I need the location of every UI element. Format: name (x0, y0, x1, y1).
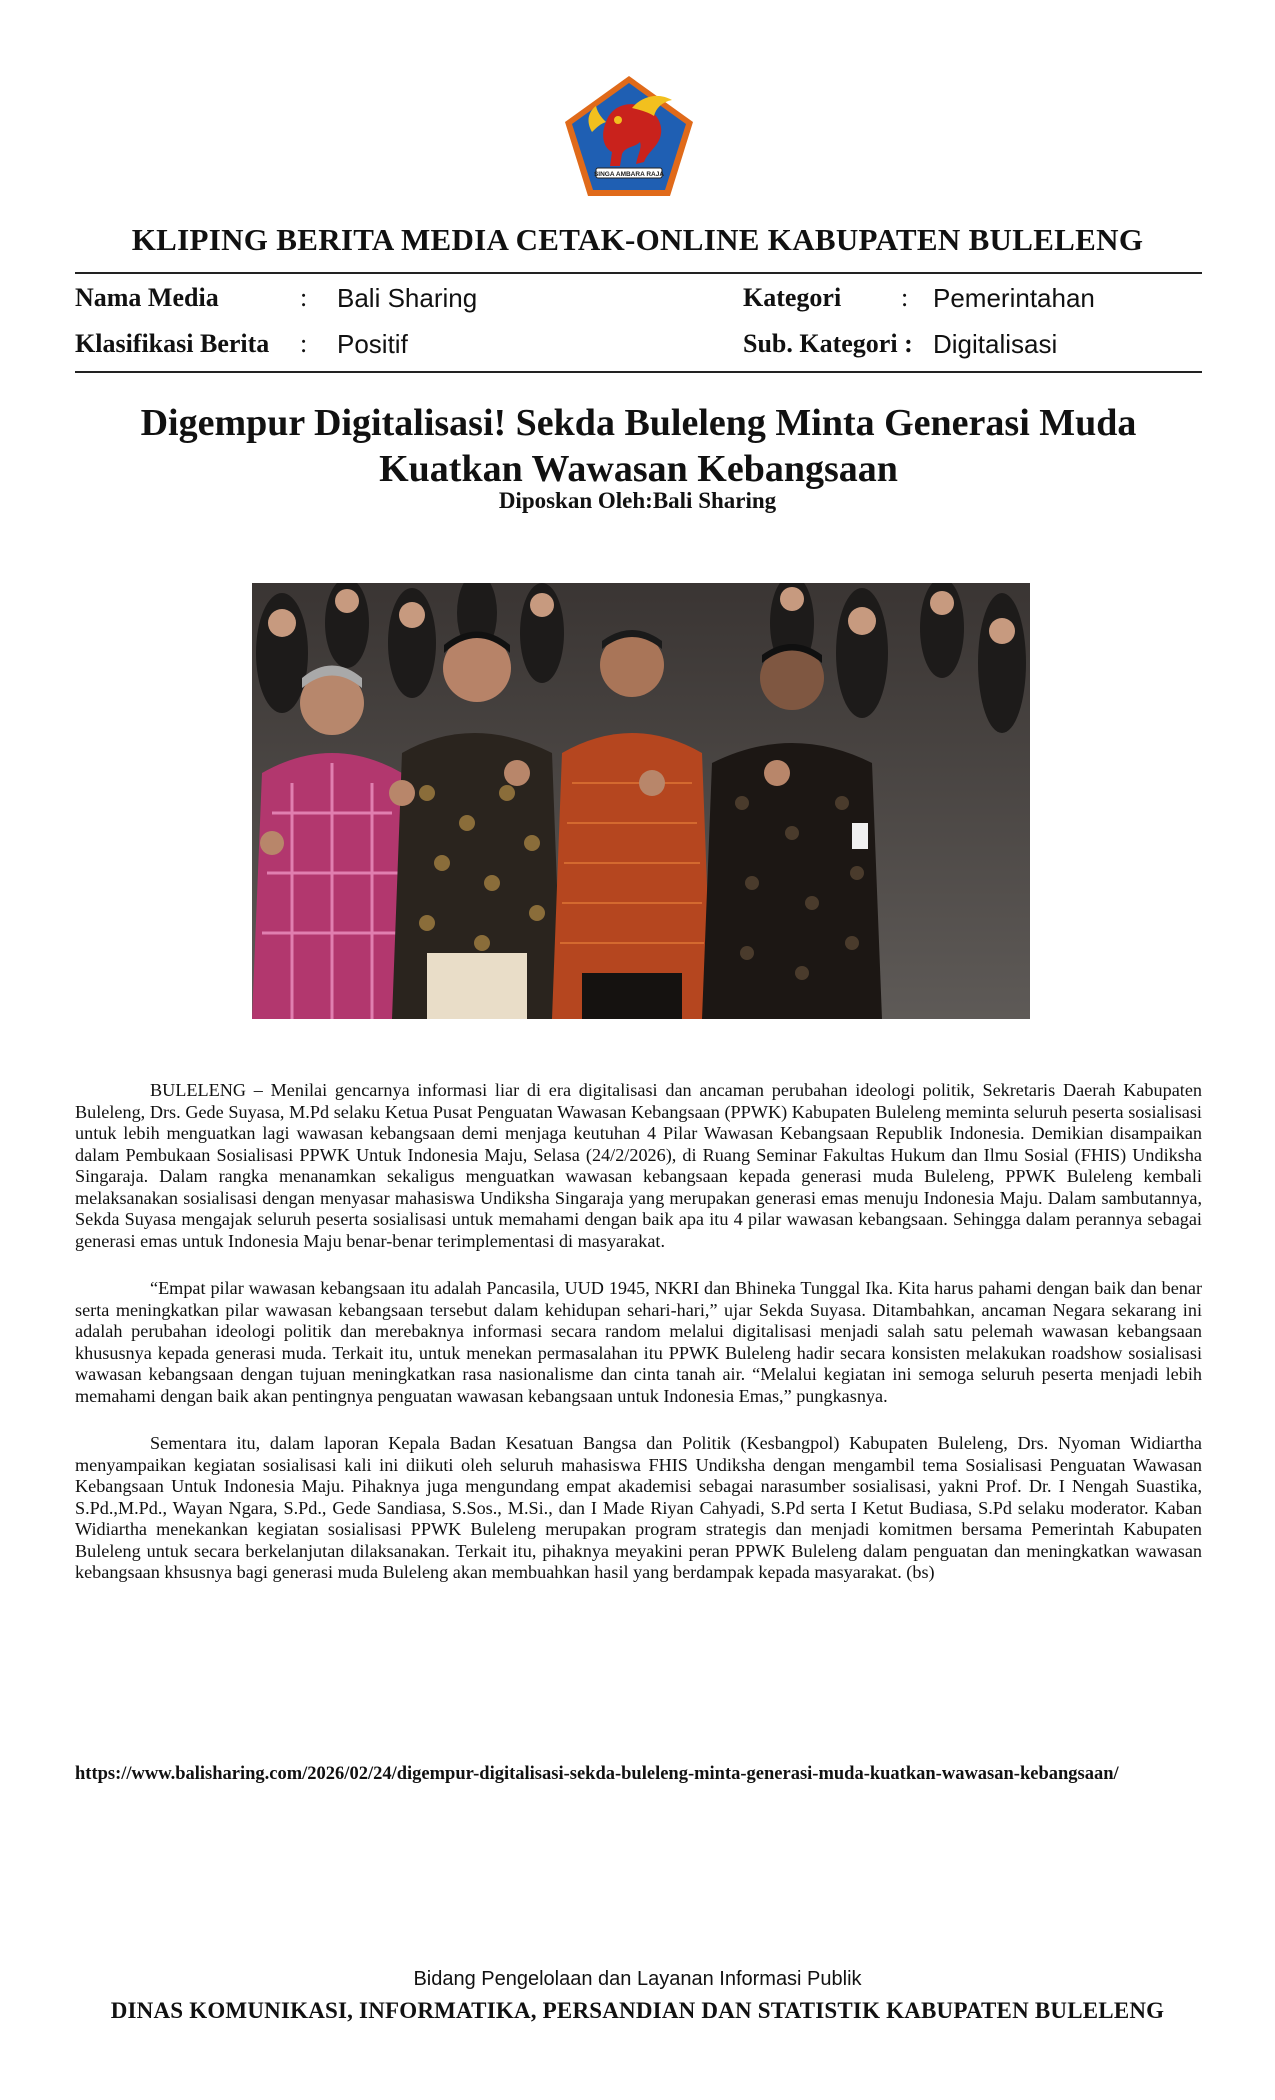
article-paragraph: BULELENG – Menilai gencarnya informasi liar di era digitalisasi dan ancaman perubahan ideologi politik, Sekretaris Daerah Kabupaten Buleleng, Drs. Gede Suyasa, M.Pd selaku Ketua Pusat Penguatan Wawasan Kebangsaan (PPWK) Kabupaten Buleleng meminta seluruh peserta sosialisasi untuk lebih menguatkan lagi wawasan kebangsaan demi menjaga keutuhan 4 Pilar Wawasan Kebangsaan Republik Indonesia. Demikian disampaikan dalam Pembukaan Sosialisasi PPWK Untuk Indonesia Maju, Selasa (24/2/2026), di Ruang Seminar Fakultas Hukum dan Ilmu Sosial (FHIS) Undiksha Singaraja. Dalam rangka menanamkan sekaligus menguatkan wawasan kebangsaan kepada generasi muda Buleleng, PPWK Buleleng kembali melaksanakan sosialisasi dengan menyasar mahasiswa Undiksha Singaraja yang merupakan generasi emas menuju Indonesia Maju. Dalam sambutannya, Sekda Suyasa mengajak seluruh peserta sosialisasi untuk memahami dengan baik apa itu 4 pilar wawasan kebangsaan. Sehingga dalam perannya sebagai generasi emas untuk Indonesia Maju benar-benar terimplementasi di masyarakat. (75, 1080, 1202, 1251)
article-photo (252, 583, 1030, 1019)
article-title: Digempur Digitalisasi! Sekda Buleleng Minta Generasi Muda Kuatkan Wawasan Kebangsaan (140, 402, 1137, 490)
article-body (75, 1080, 1202, 1610)
sub-kategori-label: Sub. Kategori : (743, 329, 913, 358)
winged-lion-emblem-icon (562, 74, 696, 200)
article-paragraph: “Empat pilar wawasan kebangsaan itu adalah Pancasila, UUD 1945, NKRI dan Bhineka Tunggal Ika. Kita harus pahami dengan baik dan benar serta meningkatkan pilar wawasan kebangsaan tersebut dalam kehidupan sehari-hari,” ujar Sekda Suyasa. Ditambahkan, ancaman Negara sekarang ini adalah perubahan ideologi politik dan merebaknya informasi secara random melalui digitalisasi menjadi salah satu pelemah wawasan kebangsaan khususnya kepada generasi muda. Terkait itu, untuk menekan permasalahan itu PPWK Buleleng hadir secara konsisten melakukan roadshow sosialisasi wawasan kebangsaan dengan tujuan meningkatkan rasa nasionalisme dan cinta tanah air. “Melalui kegiatan ini semoga seluruh peserta menjadi lebih memahami dengan baik akan pentingnya penguatan wawasan kebangsaan untuk Indonesia Emas,” pungkasnya. (75, 1278, 1202, 1406)
article-byline: Diposkan Oleh:Bali Sharing (498, 488, 777, 513)
buleleng-emblem-logo (562, 74, 696, 200)
media-colon: : (300, 283, 308, 312)
footer-unit-name: Bidang Pengelolaan dan Layanan Informasi Publik (413, 1968, 862, 1990)
kategori-value: Pemerintahan (933, 283, 1095, 313)
media-label: Nama Media (75, 283, 219, 312)
header-divider-bottom (75, 371, 1202, 373)
svg-text:SINGA AMBARA RAJA: SINGA AMBARA RAJA (593, 171, 665, 178)
sub-kategori-value: Digitalisasi (933, 329, 1058, 359)
klasifikasi-colon: : (300, 329, 308, 358)
article-source-link[interactable]: https://www.balisharing.com/2026/02/24/digempur-digitalisasi-sekda-buleleng-minta-generasi-muda-kuatkan-wawasan-kebangsaan/ (75, 1764, 1119, 1784)
clipping-header-title: KLIPING BERITA MEDIA CETAK-ONLINE KABUPATEN BULELENG (131, 222, 1144, 257)
footer-agency-name: DINAS KOMUNIKASI, INFORMATIKA, PERSANDIAN DAN STATISTIK KABUPATEN BULELENG (110, 1998, 1165, 2023)
article-paragraph: Sementara itu, dalam laporan Kepala Badan Kesatuan Bangsa dan Politik (Kesbangpol) Kabupaten Buleleng, Drs. Nyoman Widiartha menyampaikan kegiatan sosialisasi kali ini diikuti oleh seluruh mahasiswa FHIS Undiksha dengan mengambil tema Sosialisasi Penguatan Wawasan Kebangsaan Untuk Indonesia Maju. Pihaknya juga mengundang empat akademisi sebagai narasumber sosialisasi, yakni Prof. Dr. I Nengah Suastika, S.Pd.,M.Pd., Wayan Ngara, S.Pd., Gede Sandiasa, S.Sos., M.Si., dan I Made Riyan Cahyadi, S.Pd serta I Ketut Budiasa, S.Pd selaku moderator. Kaban Widiartha menekankan kegiatan sosialisasi PPWK Buleleng merupakan program strategis dan menjadi komitmen bersama Pemerintah Kabupaten Buleleng untuk secara berkelanjutan dilaksanakan. Terkait itu, pihaknya meyakini peran PPWK Buleleng dalam penguatan dan meningkatkan wawasan kebangsaan khsusnya bagi generasi muda Buleleng akan membuahkan hasil yang berdampak kepada masyarakat. (bs) (75, 1433, 1202, 1582)
header-divider-top (75, 272, 1202, 274)
kategori-label: Kategori (743, 283, 842, 312)
klasifikasi-label: Klasifikasi Berita (75, 329, 270, 358)
kategori-colon: : (901, 283, 909, 312)
media-value: Bali Sharing (337, 283, 478, 313)
klasifikasi-value: Positif (337, 329, 408, 359)
